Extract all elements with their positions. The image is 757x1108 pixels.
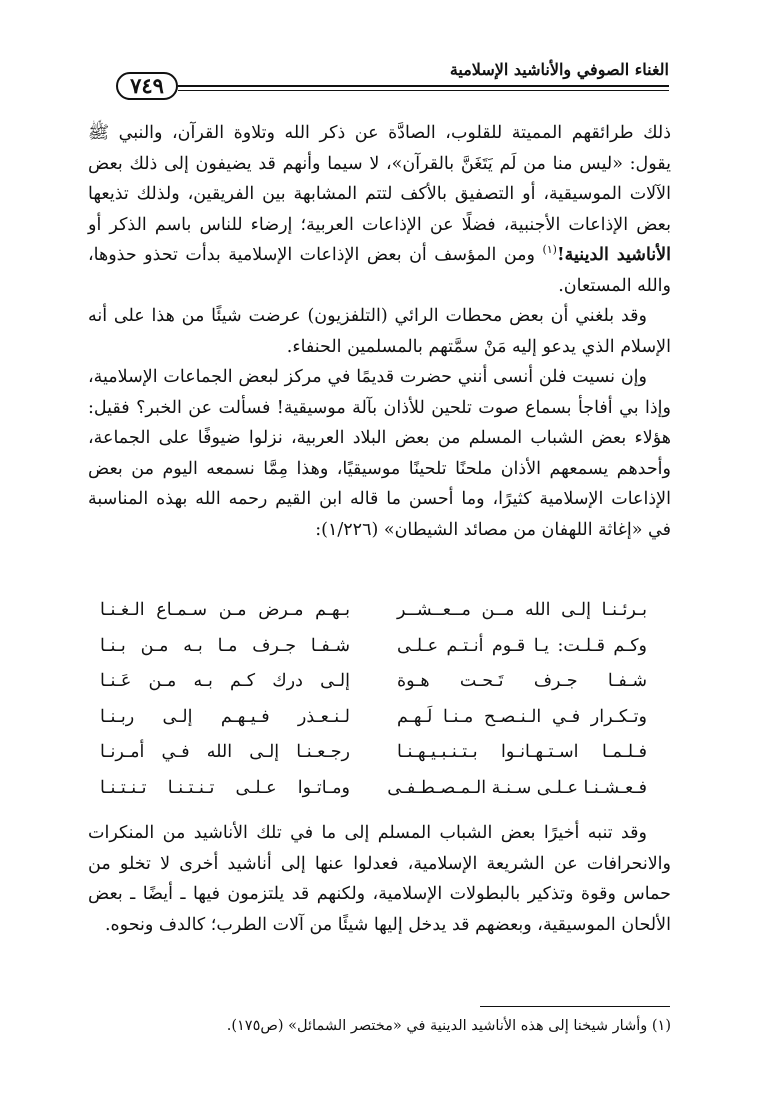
- footnote: (١) وأشار شيخنا إلى هذه الأناشيد الدينية في «مختصر الشمائل» (ص١٧٥).: [226, 1018, 671, 1034]
- verse-second-hemistich: إلـى درك كـم بـه مـن عَـنـا: [100, 671, 350, 691]
- verse-second-hemistich: رجـعـنـا إلـى الله فـي أمـرنـا: [100, 742, 350, 762]
- page-number-badge: [116, 72, 180, 100]
- verse-first-hemistich: وكـم قـلـت: يـا قـوم أنـتـم عـلـى: [397, 635, 647, 656]
- verse-first-hemistich: فـعـشـنـا عـلـى سـنـة الـمـصـطـفـى: [387, 777, 647, 798]
- poem-verse: [100, 600, 647, 636]
- verse-second-hemistich: لـنـعـذر فـيـهـم إلـى ربـنـا: [100, 706, 350, 727]
- verse-first-hemistich: بـرئـنـا إلـى الله مــن مــعــشــر: [397, 600, 647, 620]
- running-title: الغناء الصوفي والأناشيد الإسلامية: [449, 60, 669, 79]
- page-header: [88, 58, 669, 108]
- verse-first-hemistich: شـفـا جـرف تَـحـت هـوة: [397, 671, 647, 691]
- header-rule-thick: [178, 85, 669, 87]
- verse-second-hemistich: بـهـم مـرض مـن سـمـاع الـغـنـا: [100, 600, 350, 620]
- footnote-ref: (١): [542, 243, 557, 257]
- poem-verse: [100, 671, 647, 707]
- poem-verse: [100, 742, 647, 778]
- closing-text: [88, 818, 671, 940]
- paragraph-3: وإن نسيت فلن أنسى أنني حضرت قديمًا في مركز لبعض الجماعات الإسلامية، وإذا بي أفاجأ بسماع صوت تلحين للأذان بآلة موسيقية! فسألت عن الخبر؟ فقيل: هؤلاء بعض الشباب المسلم من بعض البلاد العربية، نزلوا ضيوفًا على الجماعة، وأحدهم يسمعهم الأذان ملحنًا تلحينًا موسيقيًا، وهذا مِمَّا نسمعه اليوم من بعض الإذاعات الإسلامية كثيرًا، وما أحسن ما قاله ابن القيم رحمه الله بهذه المناسبة في «إغاثة اللهفان من مصائد الشيطان» (١/٢٢٦):: [88, 367, 671, 540]
- paragraph-1-part-a: ذلك طرائقهم المميتة للقلوب، الصادَّة عن ذكر الله وتلاوة القرآن، والنبي ﷺ يقول: «ليس منا من لَم يَتَغَنَّ بالقرآن»، لا سيما وأنهم قد يضيفون إلى ذلك بعض الآلات الموسيقية، أو التصفيق بالأكف لتتم المشابهة بين الفريقين، ولذلك تذيعها بعض الإذاعات الأجنبية، فضلًا عن الإذاعات العربية؛ إرضاء للناس باسم الذكر أو: [88, 123, 671, 235]
- verse-second-hemistich: ومـاتـوا عـلـى تـنـتـنـا تـنـتـنـا: [100, 777, 350, 798]
- verse-first-hemistich: فـلـمـا اسـتـهـانـوا بـتـنـبـيـهـنـا: [397, 742, 647, 762]
- paragraph-1-part-b: ومن المؤسف أن بعض الإذاعات الإسلامية بدأت تحذو حذوها، والله المستعان.: [88, 245, 671, 296]
- poem: [100, 600, 647, 813]
- footnote-separator: [480, 1006, 670, 1007]
- page-number: ٧٤٩: [130, 73, 164, 98]
- poem-verse: [100, 778, 647, 814]
- poem-verse: [100, 636, 647, 672]
- paragraph-1: [88, 118, 671, 301]
- closing-paragraph: وقد تنبه أخيرًا بعض الشباب المسلم إلى ما في تلك الأناشيد من المنكرات والانحرافات عن الشريعة الإسلامية، فعدلوا عنها إلى أناشيد أخرى لا تخلو من حماس وقوة وتذكير بالبطولات الإسلامية، ولكنهم قد يلتزمون فيها ـ أيضًا ـ بعض الألحان الموسيقية، وبعضهم قد يدخل إليها شيئًا من آلات الطرب؛ كالدف ونحوه.: [88, 823, 671, 935]
- header-rule-thin: [178, 90, 669, 91]
- verse-second-hemistich: شـفـا جـرف مـا بـه مـن بـنـا: [100, 635, 350, 656]
- main-text: [88, 118, 671, 545]
- paragraph-1-bold: الأناشيد الدينية!: [556, 245, 671, 265]
- paragraph-2: وقد بلغني أن بعض محطات الرائي (التلفزيون) عرضت شيئًا من هذا على أنه الإسلام الذي يدعو إليه مَنْ سمَّتهم بالمسلمين الحنفاء.: [88, 306, 671, 357]
- verse-first-hemistich: وتـكـرار فـي الـنـصـح مـنـا لَـهـم: [397, 706, 647, 727]
- poem-verse: [100, 707, 647, 743]
